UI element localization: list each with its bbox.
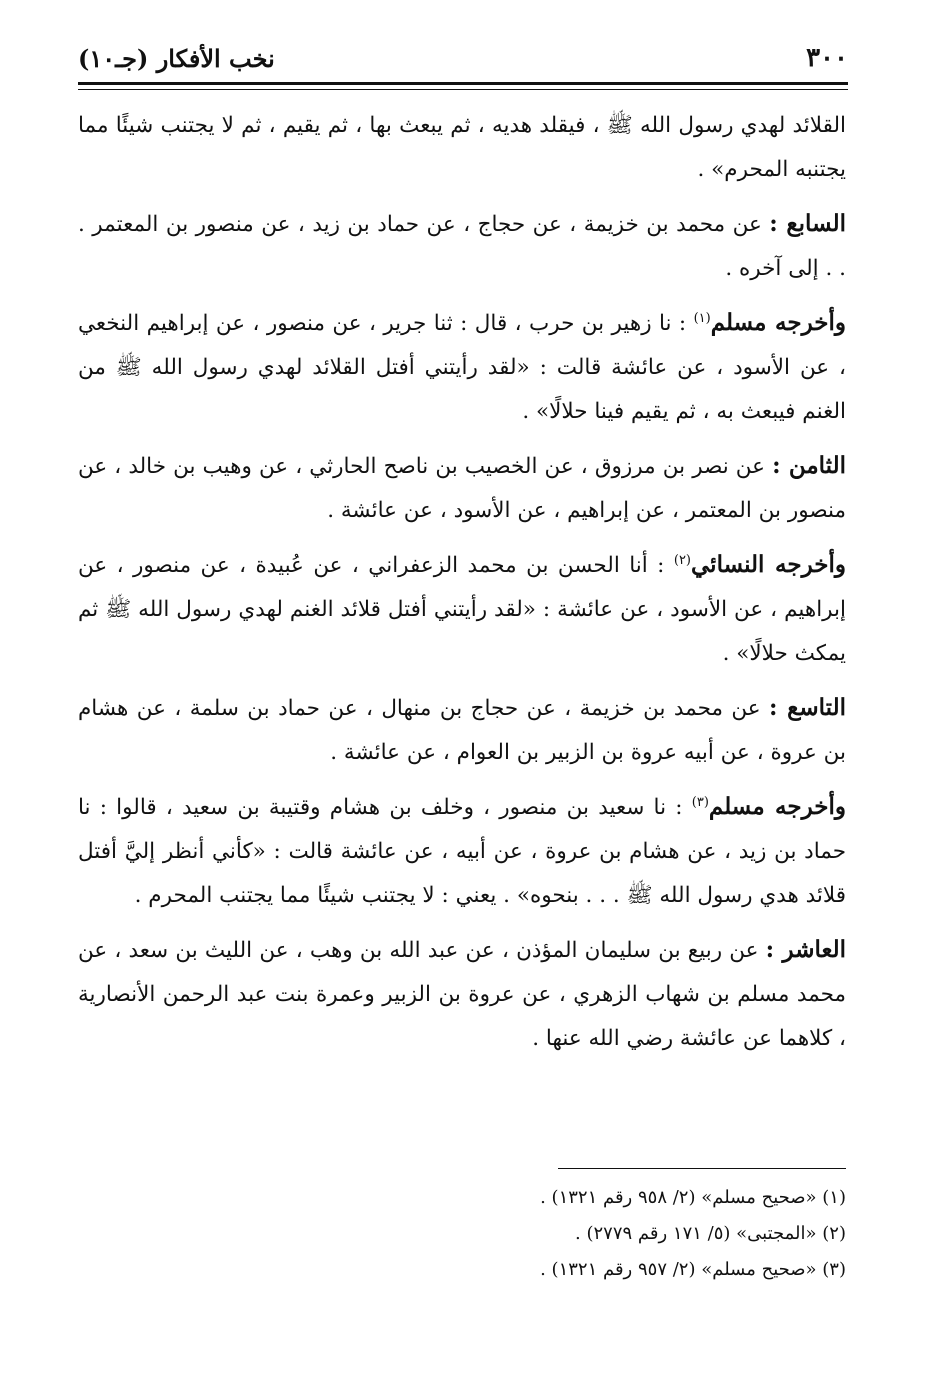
- header-rule: [78, 82, 848, 85]
- paragraph-text: : أنا الحسن بن محمد الزعفراني ، عن عُبيدة ، عن منصور ، عن إبراهيم ، عن الأسود ، عن عائشة : «لقد رأيتني أفتل قلائد الغنم لهدي رسول الله ﷺ ثم يمكث حلالًا» .: [78, 553, 846, 666]
- footnote-item: (٣) «صحيح مسلم» (٢/ ٩٥٧ رقم ١٣٢١) .: [540, 1259, 846, 1280]
- paragraph-lead: العاشر :: [765, 936, 846, 963]
- paragraph-text: : نا سعيد بن منصور ، وخلف بن هشام وقتيبة بن سعيد ، قالوا : نا حماد بن زيد ، عن هشام بن عروة ، عن أبيه ، عن عائشة قالت : «كأني أنظر إليَّ أفتل قلائد هدي رسول الله ﷺ . . . بنحوه» . يعني : لا يجتنب شيئًا مما يجتنب المحرم .: [78, 795, 846, 908]
- paragraph-text: عن محمد بن خزيمة ، عن حجاج بن منهال ، عن حماد بن سلمة ، عن هشام بن عروة ، عن أبيه عروة بن الزبير بن العوام ، عن عائشة .: [78, 696, 846, 765]
- paragraph-eighth-chain: [78, 444, 846, 533]
- paragraph-nasai-narration: [78, 543, 846, 676]
- page-number: ٣٠٠: [806, 43, 848, 73]
- paragraph-lead: الثامن :: [772, 452, 847, 479]
- footnote-marker[interactable]: (١): [693, 310, 711, 326]
- footnote-item: (١) «صحيح مسلم» (٢/ ٩٥٨ رقم ١٣٢١) .: [540, 1187, 846, 1208]
- paragraph-muslim-narration-1: [78, 301, 846, 434]
- paragraph-tenth-chain: [78, 928, 846, 1061]
- paragraph-lead: وأخرجه النسائي: [691, 551, 846, 578]
- paragraph-text: عن محمد بن خزيمة ، عن حجاج ، عن حماد بن زيد ، عن منصور بن المعتمر . . . إلى آخره .: [78, 212, 846, 281]
- paragraph-continuation: [78, 104, 846, 192]
- footnote-separator: [558, 1168, 846, 1169]
- book-title: نخب الأفكار (جـ١٠): [78, 43, 275, 73]
- footnote-item: (٢) «المجتبى» (٥/ ١٧١ رقم ٢٧٧٩) .: [575, 1223, 846, 1244]
- footnotes: [78, 1180, 846, 1288]
- paragraph-text: عن نصر بن مرزوق ، عن الخصيب بن ناصح الحارثي ، عن وهيب بن خالد ، عن منصور بن المعتمر ، عن إبراهيم ، عن الأسود ، عن عائشة .: [78, 454, 846, 523]
- paragraph-lead: وأخرجه مسلم: [708, 793, 846, 820]
- paragraph-text: القلائد لهدي رسول الله ﷺ ، فيقلد هديه ، ثم يبعث بها ، ثم يقيم ، ثم لا يجتنب شيئًا مما يجتنبه المحرم» .: [78, 113, 846, 182]
- paragraph-muslim-narration-2: [78, 785, 846, 918]
- footnote-marker[interactable]: (٢): [673, 552, 691, 568]
- paragraph-text: : نا زهير بن حرب ، قال : ثنا جرير ، عن منصور ، عن إبراهيم النخعي ، عن الأسود ، عن عائشة قالت : «لقد رأيتني أفتل القلائد لهدي رسول الله ﷺ من الغنم فيبعث به ، ثم يقيم فينا حلالًا» .: [78, 311, 846, 424]
- paragraph-ninth-chain: [78, 686, 846, 775]
- paragraph-seventh-chain: [78, 202, 846, 291]
- paragraph-lead: السابع :: [769, 210, 846, 237]
- paragraph-lead: التاسع :: [769, 694, 846, 721]
- header-rule-thin: [78, 89, 848, 90]
- running-header: [78, 36, 848, 80]
- paragraph-lead: وأخرجه مسلم: [710, 309, 846, 336]
- paragraph-text: عن ربيع بن سليمان المؤذن ، عن عبد الله بن وهب ، عن الليث بن سعد ، عن محمد مسلم بن شهاب الزهري ، عن عروة بن الزبير وعمرة بنت عبد الرحمن الأنصارية ، كلاهما عن عائشة رضي الله عنها .: [78, 938, 846, 1051]
- footnote-marker[interactable]: (٣): [691, 794, 709, 810]
- main-text: [78, 104, 846, 1071]
